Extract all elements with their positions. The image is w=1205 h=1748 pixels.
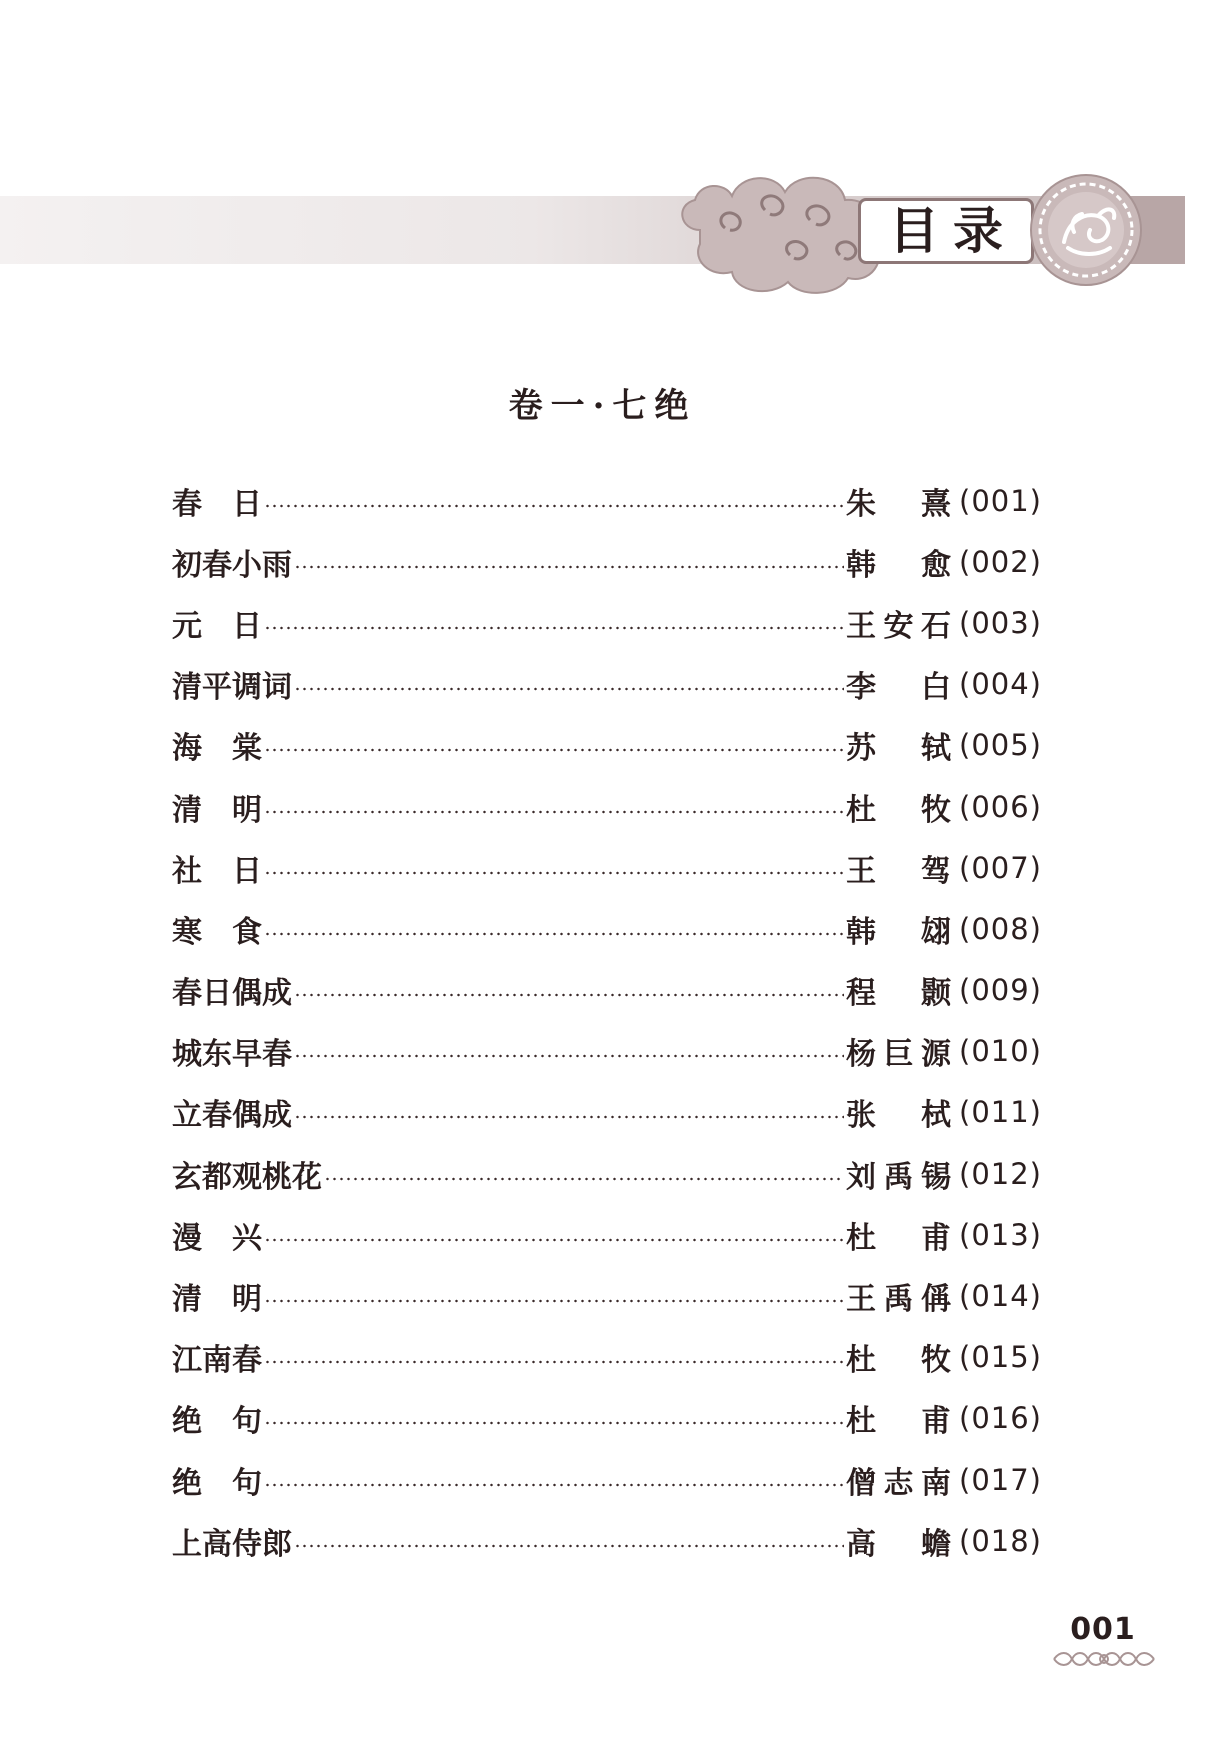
dot-leader: [264, 1299, 844, 1303]
toc-entry-title: 绝 句: [172, 1465, 262, 1501]
toc-entry-page: (003): [959, 605, 1042, 640]
toc-entry-author: [846, 907, 951, 951]
toc-entry-title: 元 日: [172, 608, 262, 644]
page-number: 001: [1070, 1612, 1136, 1647]
author-character: 志: [883, 1465, 914, 1501]
author-character: 杜: [846, 1404, 877, 1440]
knot-ornament-icon: [1050, 1648, 1158, 1670]
toc-entry-title: 春日偶成: [172, 976, 292, 1012]
author-character: 苏: [846, 731, 877, 767]
author-character: 李: [846, 670, 877, 706]
table-of-contents: [172, 470, 1042, 1571]
toc-entry-author: [846, 1213, 951, 1257]
toc-entry-title: 玄都观桃花: [172, 1159, 322, 1195]
toc-entry: [172, 531, 1042, 592]
author-character: 颢: [921, 976, 952, 1012]
toc-entry: [172, 1388, 1042, 1449]
toc-entry: [172, 1021, 1042, 1082]
author-character: 石: [921, 608, 952, 644]
toc-entry-title: 社 日: [172, 853, 262, 889]
page-title: 目录: [889, 202, 1017, 260]
toc-entry-author: [846, 1335, 951, 1379]
dot-leader: [264, 810, 844, 814]
author-character: 愈: [921, 547, 952, 583]
dot-leader: [264, 871, 844, 875]
toc-entry: [172, 1265, 1042, 1326]
toc-entry: [172, 1082, 1042, 1143]
toc-entry-title: 清 明: [172, 792, 262, 828]
author-character: 驾: [921, 853, 952, 889]
toc-entry-title: 海 棠: [172, 731, 262, 767]
author-character: 牧: [921, 1343, 952, 1379]
toc-entry-title: 上高侍郎: [172, 1526, 292, 1562]
toc-entry-author: [846, 601, 951, 645]
dot-leader: [324, 1177, 844, 1181]
toc-entry-author: [846, 1396, 951, 1440]
dot-leader: [264, 504, 844, 508]
author-character: 刘: [846, 1159, 877, 1195]
author-character: 杨: [846, 1037, 877, 1073]
section-title: 卷一·七绝: [508, 386, 697, 426]
author-character: 甫: [921, 1404, 952, 1440]
author-character: 牧: [921, 792, 952, 828]
dot-leader: [264, 626, 844, 630]
author-character: 巨: [883, 1037, 914, 1073]
toc-entry: [172, 1510, 1042, 1571]
toc-entry-page: (017): [959, 1462, 1042, 1497]
dot-leader: [294, 565, 844, 569]
dot-leader: [264, 1483, 844, 1487]
dot-leader: [294, 1054, 844, 1058]
toc-entry-page: (005): [959, 728, 1042, 763]
toc-entry-page: (018): [959, 1523, 1042, 1558]
dot-leader: [294, 1544, 844, 1548]
toc-entry-page: (015): [959, 1340, 1042, 1375]
author-character: 翃: [921, 914, 952, 950]
author-character: 甫: [921, 1220, 952, 1256]
toc-entry-author: [846, 846, 951, 890]
author-character: 张: [846, 1098, 877, 1134]
toc-entry-title: 江南春: [172, 1343, 262, 1379]
author-character: 安: [883, 608, 914, 644]
toc-entry-title: 立春偶成: [172, 1098, 292, 1134]
author-character: 王: [846, 853, 877, 889]
toc-entry: [172, 1143, 1042, 1204]
toc-entry-author: [846, 540, 951, 584]
author-character: 韩: [846, 914, 877, 950]
author-character: 杜: [846, 1343, 877, 1379]
author-character: 栻: [921, 1098, 952, 1134]
toc-entry-page: (016): [959, 1401, 1042, 1436]
toc-entry: [172, 1449, 1042, 1510]
author-character: 偁: [921, 1282, 952, 1318]
toc-entry-page: (008): [959, 911, 1042, 946]
toc-entry-author: [846, 1274, 951, 1318]
toc-entry-page: (013): [959, 1217, 1042, 1252]
toc-entry-page: (002): [959, 544, 1042, 579]
toc-entry-author: [846, 785, 951, 829]
toc-entry-page: (012): [959, 1156, 1042, 1191]
author-character: 轼: [921, 731, 952, 767]
author-character: 王: [846, 608, 877, 644]
author-character: 杜: [846, 792, 877, 828]
author-character: 程: [846, 976, 877, 1012]
toc-entry-author: [846, 479, 951, 523]
toc-entry-author: [846, 1029, 951, 1073]
author-character: 朱: [846, 486, 877, 522]
toc-entry-author: [846, 1152, 951, 1196]
author-character: 禹: [883, 1282, 914, 1318]
toc-entry-title: 绝 句: [172, 1404, 262, 1440]
toc-entry: [172, 1204, 1042, 1265]
toc-entry-page: (011): [959, 1095, 1042, 1130]
author-character: 南: [921, 1465, 952, 1501]
author-character: 熹: [921, 486, 952, 522]
dot-leader: [264, 748, 844, 752]
toc-entry-author: [846, 1458, 951, 1502]
toc-entry: [172, 776, 1042, 837]
header-title-box: [858, 198, 1034, 264]
toc-entry-page: (006): [959, 789, 1042, 824]
dot-leader: [294, 687, 844, 691]
author-character: 蟾: [921, 1526, 952, 1562]
toc-entry: [172, 715, 1042, 776]
phoenix-medallion-icon: [1028, 172, 1144, 288]
toc-entry-page: (007): [959, 850, 1042, 885]
toc-entry-author: [846, 1090, 951, 1134]
toc-entry: [172, 592, 1042, 653]
toc-entry-title: 初春小雨: [172, 547, 292, 583]
author-character: 韩: [846, 547, 877, 583]
dot-leader: [264, 932, 844, 936]
toc-entry-author: [846, 662, 951, 706]
toc-entry-title: 城东早春: [172, 1037, 292, 1073]
toc-entry-page: (004): [959, 667, 1042, 702]
toc-entry: [172, 837, 1042, 898]
toc-entry-title: 清 明: [172, 1282, 262, 1318]
toc-entry-page: (009): [959, 973, 1042, 1008]
toc-entry: [172, 1327, 1042, 1388]
dot-leader: [294, 1115, 844, 1119]
toc-entry-title: 清平调词: [172, 670, 292, 706]
toc-entry: [172, 898, 1042, 959]
toc-entry-title: 漫 兴: [172, 1220, 262, 1256]
author-character: 白: [921, 670, 952, 706]
toc-entry-title: 春 日: [172, 486, 262, 522]
dot-leader: [294, 993, 844, 997]
author-character: 王: [846, 1282, 877, 1318]
dot-leader: [264, 1421, 844, 1425]
toc-entry-page: (014): [959, 1279, 1042, 1314]
toc-entry-author: [846, 723, 951, 767]
dot-leader: [264, 1360, 844, 1364]
toc-entry: [172, 960, 1042, 1021]
toc-entry-title: 寒 食: [172, 914, 262, 950]
author-character: 僧: [846, 1465, 877, 1501]
toc-entry: [172, 470, 1042, 531]
toc-entry: [172, 654, 1042, 715]
toc-entry-author: [846, 1519, 951, 1563]
toc-entry-page: (010): [959, 1034, 1042, 1069]
author-character: 锡: [921, 1159, 952, 1195]
author-character: 杜: [846, 1220, 877, 1256]
dot-leader: [264, 1238, 844, 1242]
toc-entry-author: [846, 968, 951, 1012]
toc-entry-page: (001): [959, 483, 1042, 518]
author-character: 禹: [883, 1159, 914, 1195]
author-character: 源: [921, 1037, 952, 1073]
author-character: 高: [846, 1526, 877, 1562]
